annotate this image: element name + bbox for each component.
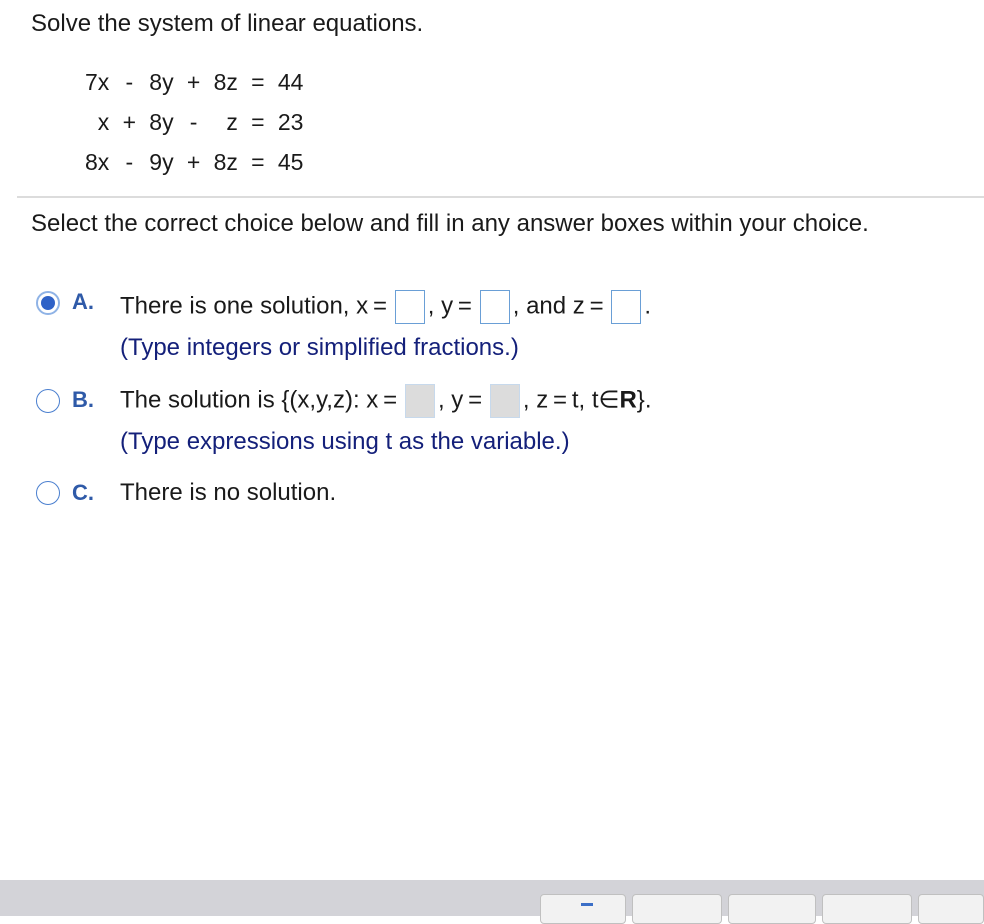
equation-operator: - (189, 109, 198, 135)
equation-operator: + (186, 69, 201, 95)
toolbar-button-3[interactable] (728, 894, 816, 924)
equation-term: z (226, 109, 238, 135)
equation-constant: 45 (277, 149, 304, 175)
question-prompt: Solve the system of linear equations. (31, 10, 424, 37)
answer-x-input[interactable] (395, 290, 425, 324)
choice-b-radio[interactable] (36, 389, 60, 413)
choice-b-text-2: , y = (437, 386, 487, 414)
choice-a-hint: (Type integers or simplified fractions.) (120, 334, 519, 361)
choice-b-text-3: , z = t, t∈ (522, 386, 620, 414)
equation-equals: = (251, 149, 265, 175)
choice-c-text: There is no solution. (120, 479, 337, 506)
equation-operator: - (125, 149, 134, 175)
choice-b-letter: B. (72, 387, 94, 412)
equation-row (80, 62, 308, 102)
choice-a-text-1: There is one solution, x = (120, 292, 392, 320)
equation-term: 8z (213, 149, 238, 175)
equation-term: 8z (213, 69, 238, 95)
section-divider (17, 196, 984, 198)
toolbar-button-4[interactable] (822, 894, 912, 924)
equation-term: 8y (149, 109, 174, 135)
choice-a-radio[interactable] (36, 291, 60, 315)
solution-y-input[interactable] (490, 384, 520, 418)
equation-term: x (97, 109, 110, 135)
equation-equals: = (251, 69, 265, 95)
equation-constant: 23 (277, 109, 304, 135)
toolbar-button-icon (581, 903, 593, 906)
choice-a-letter: A. (72, 289, 94, 314)
choice-a-text-4: . (644, 292, 652, 320)
real-numbers-symbol: R (619, 386, 637, 414)
equation-term: 7x (85, 69, 110, 95)
choice-a-text-3: , and z = (512, 292, 609, 320)
bottom-toolbar (0, 880, 984, 916)
choice-c-radio[interactable] (36, 481, 60, 505)
equation-term: 8y (149, 69, 174, 95)
solution-x-input[interactable] (405, 384, 435, 418)
equation-term: 8x (85, 149, 110, 175)
choice-b-text-1: The solution is {(x,y,z): x = (120, 386, 402, 414)
toolbar-button-1[interactable] (540, 894, 626, 924)
equation-system (80, 62, 308, 182)
equation-operator: + (186, 149, 201, 175)
answer-z-input[interactable] (611, 290, 641, 324)
equation-term: 9y (149, 149, 174, 175)
equation-operator: + (122, 109, 137, 135)
equation-row (80, 102, 308, 142)
instruction-text: Select the correct choice below and fill in any answer boxes within your choice. (31, 210, 869, 237)
choice-c-letter: C. (72, 480, 94, 505)
choice-a-text (120, 290, 651, 324)
toolbar-button-2[interactable] (632, 894, 722, 924)
choice-b-hint: (Type expressions using t as the variable.) (120, 428, 570, 455)
equation-equals: = (251, 109, 265, 135)
answer-y-input[interactable] (480, 290, 510, 324)
choice-a-text-2: , y = (427, 292, 477, 320)
toolbar-button-5[interactable] (918, 894, 984, 924)
choice-b-text (120, 384, 651, 418)
equation-constant: 44 (277, 69, 304, 95)
equation-row (80, 142, 308, 182)
choice-b-text-4: }. (636, 386, 652, 414)
equation-operator: - (125, 69, 134, 95)
